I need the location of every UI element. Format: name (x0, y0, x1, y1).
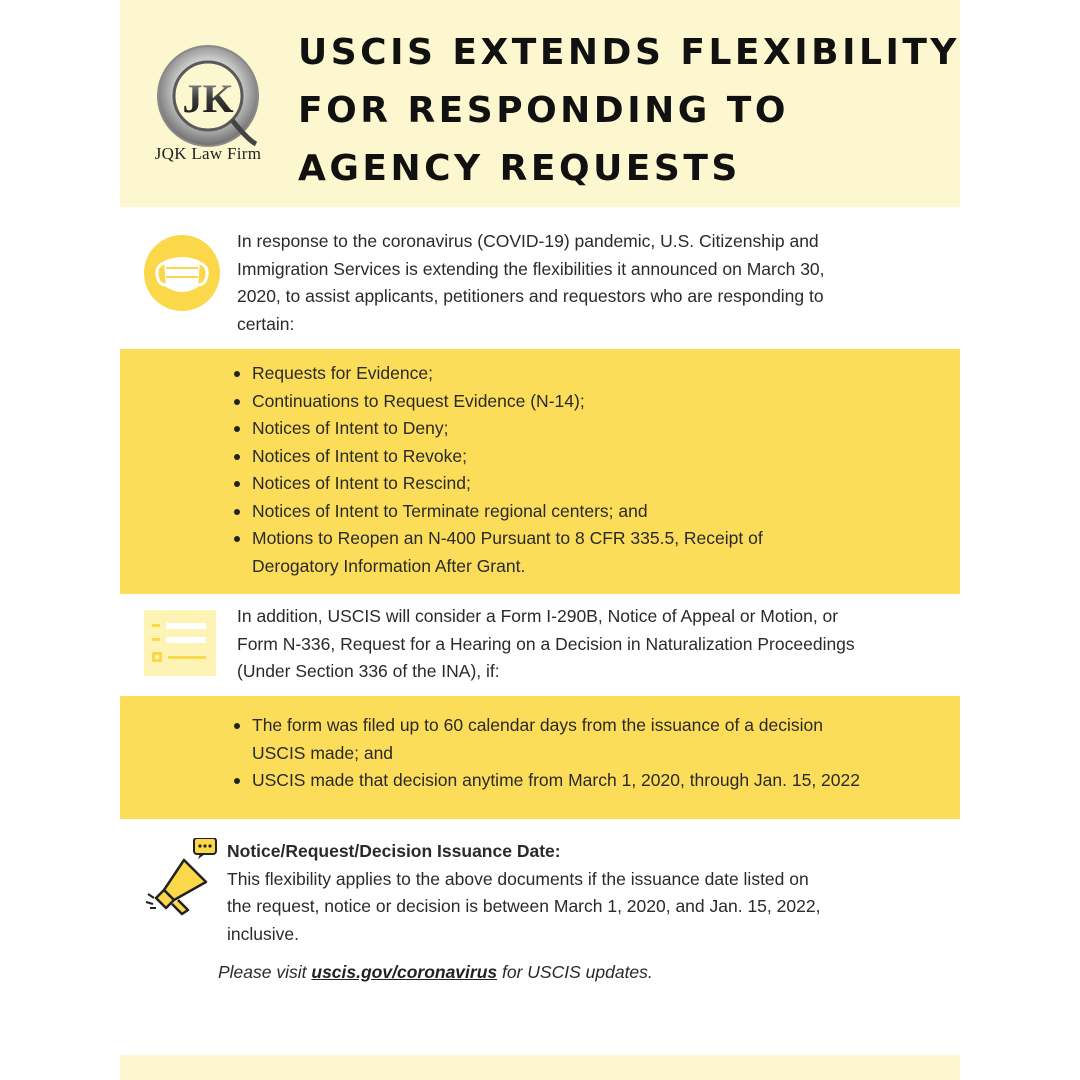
bottom-strip (120, 1055, 960, 1080)
header (120, 0, 960, 207)
logo-firm-name: JQK Law Firm (154, 144, 262, 163)
list-item: Notices of Intent to Terminate regional centers; and (232, 498, 763, 526)
firm-logo (138, 40, 278, 175)
list-item: Notices of Intent to Revoke; (232, 443, 763, 471)
notice-line: the request, notice or decision is between March 1, 2020, and Jan. 15, 2022, (227, 896, 821, 916)
title-line: AGENCY REQUESTS (298, 148, 741, 189)
form-list-icon (144, 610, 216, 676)
footer-note: Please visit uscis.gov/coronavirus for USCIS updates. (218, 962, 653, 982)
title-line: USCIS EXTENDS FLEXIBILITY (298, 32, 960, 73)
addition-line: In addition, USCIS will consider a Form I-290B, Notice of Appeal or Motion, or (237, 606, 839, 626)
svg-text:JK: JK (182, 76, 234, 121)
list-item: Requests for Evidence; (232, 360, 763, 388)
page-title (298, 24, 960, 198)
uscis-coronavirus-link[interactable]: uscis.gov/coronavirus (311, 962, 498, 982)
intro-line: In response to the coronavirus (COVID-19) pandemic, U.S. Citizenship and (237, 231, 819, 251)
title-line: FOR RESPONDING TO (298, 90, 789, 131)
requests-list (232, 360, 763, 580)
addition-paragraph (237, 603, 855, 686)
jqk-logo-icon (152, 40, 264, 152)
notice-paragraph (227, 838, 820, 948)
megaphone-icon (144, 838, 220, 916)
list-item: Notices of Intent to Rescind; (232, 470, 763, 498)
intro-line: Immigration Services is extending the flexibilities it announced on March 30, (237, 258, 825, 279)
intro-line: certain: (237, 313, 295, 334)
notice-line: This flexibility applies to the above documents if the issuance date listed on (227, 868, 809, 889)
list-item: Continuations to Request Evidence (N-14); (232, 388, 763, 416)
list-item: Notices of Intent to Deny; (232, 415, 763, 443)
addition-line: Form N-336, Request for a Hearing on a Decision in Naturalization Proceedings (237, 633, 855, 654)
flyer-page (120, 0, 960, 1080)
intro-paragraph (237, 228, 825, 338)
notice-line: inclusive. (227, 923, 299, 944)
conditions-list (232, 712, 860, 795)
list-item: Motions to Reopen an N-400 Pursuant to 8 CFR 335.5, Receipt of Derogatory Information After Grant. (232, 525, 763, 580)
notice-title: Notice/Request/Decision Issuance Date: (227, 841, 561, 861)
face-mask-icon (144, 235, 220, 311)
intro-line: 2020, to assist applicants, petitioners and requestors who are responding to (237, 286, 824, 306)
list-item: USCIS made that decision anytime from March 1, 2020, through Jan. 15, 2022 (232, 767, 860, 795)
addition-line: (Under Section 336 of the INA), if: (237, 661, 500, 681)
list-item: The form was filed up to 60 calendar days from the issuance of a decision USCIS made; and (232, 712, 860, 767)
